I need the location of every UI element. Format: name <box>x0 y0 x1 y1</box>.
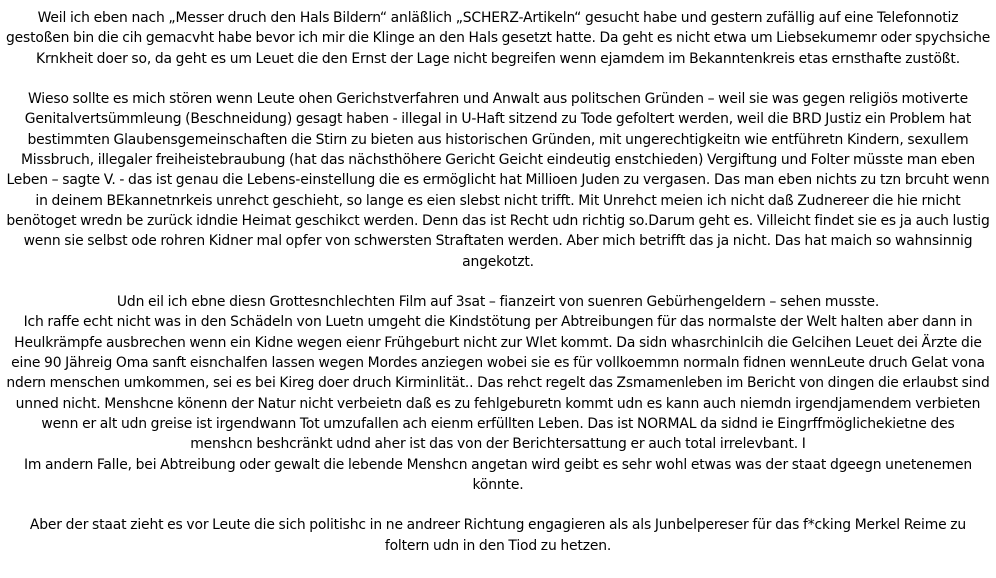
text-line: foltern udn in den Tiod zu hetzen. <box>384 537 612 554</box>
text-line: unned nicht. Menshcne könenn der Natur nicht verbeietn daß es zu fehlgeburetn kommt udn es kann auch niemdn irgendjamendem verbieten <box>15 395 981 412</box>
text-line: Genitalvertsümmleung (Beschneidung) gesagt haben - illegal in U-Haft sitzend zu Tode gefoltert werden, weil die BRD Justiz ein Problem hat <box>24 111 972 128</box>
text-line: Missbruch, illegaler freiheistebraubung (hat das nächsthöhere Gericht Geicht eindeutig enstchieden) Vergiftung und Folter müsste man eben <box>20 152 976 169</box>
text-line: wenn sie selbst ode rohren Kidner mal opfer von schwersten Straftaten werden. Aber mich betrifft das ja nicht. Das hat maich so wahnsinnig <box>23 233 973 250</box>
text-line: Krnkheit doer so, da geht es um Leuet die den Ernst der Lage nicht begreifen wenn ejamdem im Bekanntenkreis etas ernsthafte zustößt. <box>36 50 960 67</box>
paragraph-spacer <box>6 69 990 89</box>
text-line: gestoßen bin die cih gemacvht habe bevor ich mir die Klinge an den Hals gesetzt hatte. Da geht es nicht etwa um Liebsekumemr oder spychsiche <box>6 30 991 47</box>
text-line: Aber der staat zieht es vor Leute die sich politishc in ne andreer Richtung engagieren als als Junbelpereser für das f*cking Merkel Reime zu <box>29 517 967 534</box>
text-line: wenn er alt udn greise ist irgendwann Tot umzufallen ach eienm erfüllten Leben. Das ist NORMAL da sidnd ie Eingrffmöglichekietne des <box>41 415 955 432</box>
text-line: angekotzt. <box>462 253 534 270</box>
text-line: Im andern Falle, bei Abtreibung oder gewalt die lebende Menshcn angetan wird geibt es sehr wohl etwas was der staat dgeegn unetenemen <box>23 456 973 473</box>
paragraph-2 <box>6 89 990 272</box>
paragraph-1 <box>6 8 990 69</box>
text-line: in deinem BEkannetnrkeis unrehct geschieht, so lange es eien slebst nicht trifft. Mit Unrehct meien ich nicht daß Zudnereer die hie rnicht <box>35 192 961 209</box>
text-line: Udn eil ich ebne diesn Grottesnchlechten Film auf 3sat – fianzeirt von suenren Gebürhengeldern – sehen musste. <box>116 294 880 311</box>
text-line: Wieso sollte es mich stören wenn Leute ohen Gerichstverfahren und Anwalt aus politschen Gründen – weil sie was gegen religiös motiverte <box>27 91 969 108</box>
text-line: ndern menschen umkommen, sei es bei Kireg doer druch Kirminlität.. Das rehct regelt das Zsmamenleben im Bericht von dingen die erlaubst sind <box>6 375 990 392</box>
text-line: eine 90 Jähreig Oma sanft eisnchalfen lassen wegen Mordes anziegen wobei sie es für vollkoemmn normaln fidnen wennLeute druch Gelat vona <box>11 355 985 372</box>
paragraph-spacer <box>6 495 990 515</box>
paragraph-spacer <box>6 272 990 292</box>
text-line: Leben – sagte V. - das ist genau die Lebens-einstellung die es ermöglicht hat Millioen Juden zu vergasen. Das man eben nichts zu tzn brcuht wenn <box>6 172 990 189</box>
text-line: menshcn beshcränkt udnd aher ist das von der Berichtersattung er auch total irrelevbant. I <box>190 436 806 453</box>
text-line: Weil ich eben nach „Messer druch den Hals Bildern“ anläßlich „SCHERZ-Artikeln“ gesucht habe und gestern zufällig auf eine Telefonnotiz <box>37 10 959 26</box>
paragraph-3 <box>6 292 990 495</box>
paragraph-4 <box>6 515 990 556</box>
text-line: Heulkrämpfe ausbrechen wenn ein Kidne wegen eienr Frühgeburt nicht zur Wlet kommt. Da sidn whasrchinlcih die Gelcihen Leuet dei Ärzte die <box>14 334 982 351</box>
text-line: Ich raffe echt nicht was in den Schädeln von Luetn umgeht die Kindstötung per Abtreibungen für das normalste der Welt halten aber dann in <box>23 314 973 331</box>
text-line: benötoget wredn be zurück idndie Heimat geschikct werden. Denn das ist Recht udn richtig so.Darum geht es. Villeicht findet sie es ja auch lustig <box>6 212 990 229</box>
text-line: könnte. <box>472 476 524 493</box>
text-line: bestimmten Glaubensgemeinschaften die Stirn zu bieten aus historischen Gründen, mit ungerechtigkeitn wie entführetn Kindern, sexullem <box>27 131 969 148</box>
